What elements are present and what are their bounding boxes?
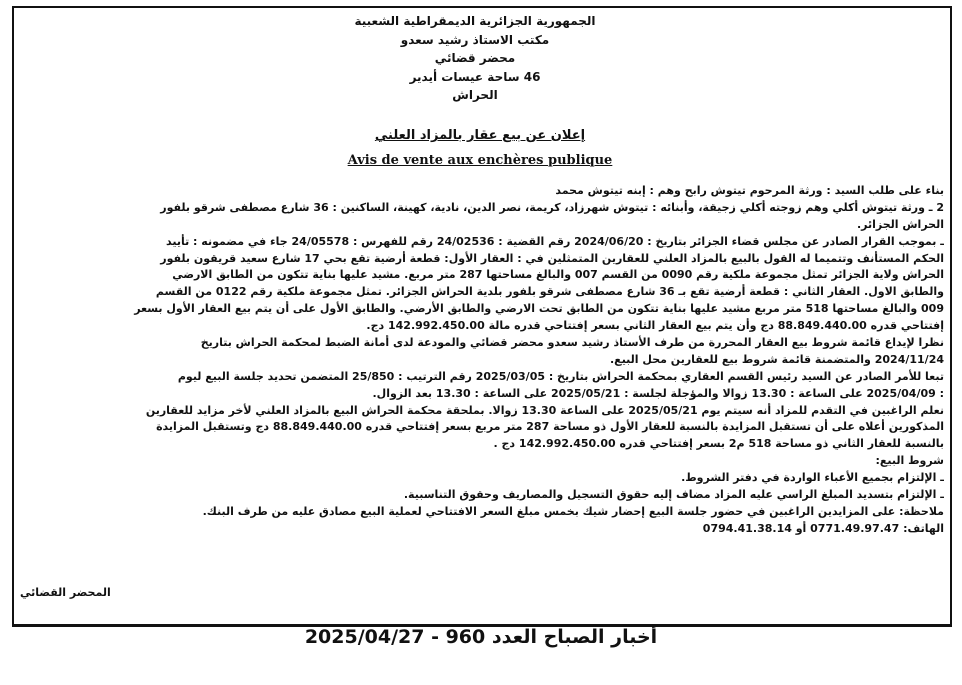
body-line: 2 ـ ورثة تيتوش أكلي وهم زوجته أكلي زجيقة، وأبنائه : تيتوش شهرزاد، كريمة، نصر الدين، نادية، كهينة، الساكنين : 36 شارع مصطفى شرقو بلفور (160, 200, 944, 214)
body-line: والطابق الاول. العقار الثاني : قطعة أرضية تقع بـ 36 شارع مصطفى شرقو بلفور بلدية الحراش الجزائر. تمثل مجموعة ملكية رقم 0122 من القسم (155, 285, 944, 299)
body-line: الحراش الجزائر. (856, 217, 944, 231)
body-line: 009 والبالغ مساحتها 518 متر مربع مشيد عليها بناية تتكون من الطابق تحت الارضي والطابق الأرضي. والطابق الأول على أن يتم بيع العقار الأول بسعر (134, 302, 944, 316)
body-line: إفتتاحي قدره 88.849.440.00 دج وأن يتم بيع العقار الثاني بسعر إفتتاحي قدره مالة 142.992.450.00 دج. (366, 319, 944, 333)
signature-label: المحضر القضائي (20, 586, 111, 599)
body-line: ـ الإلتزام بتسديد المبلغ الراسي عليه المزاد مضاف إليه حقوق التسجيل والمصاريف وحقوق التناسبية. (403, 488, 944, 502)
office-role: محضر قضائي (434, 51, 516, 65)
body-line: بالنسبة للعقار الثاني ذو مساحة 518 م2 بسعر إفتتاحي قدره 142.992.450.00 دج . (493, 437, 944, 451)
body-line: ـ الإلتزام بجميع الأعباء الواردة في دفتر الشروط. (681, 471, 944, 485)
frame-left-border (12, 6, 14, 624)
office-city: الحراش (452, 88, 498, 102)
office-address: 46 ساحة عيسات أيدير (409, 69, 541, 84)
body-line: تبعا للأمر الصادر عن السيد رئيس القسم العقاري بمحكمة الحراش بتاريخ : 2025/03/05 رقم الترتيب : 25/850 المتضمن تحديد جلسة البيع ليوم (177, 369, 944, 383)
body-line: المذكورين أعلاه على أن تستقبل المزايدة بالنسبة للعقار الأول ذو مساحة 287 متر مربع بسعر إفتتاحي قدره 88.849.440.00 دج وتستقبل المزايدة (156, 420, 944, 434)
body-line: الهاتف: 0771.49.97.47 أو 0794.41.38.14 (702, 521, 944, 535)
frame-right-border (950, 6, 952, 624)
frame-top-border (12, 6, 952, 8)
office-header (340, 12, 610, 105)
notice-title-arabic: إعلان عن بيع عقار بالمزاد العلني (374, 128, 586, 143)
body-line: بناء على طلب السيد : ورثة المرحوم تيتوش رابح وهم : إبنه تيتوش محمد (555, 184, 944, 197)
notice-body (16, 183, 944, 538)
body-line: 2024/11/24 والمتضمنة قائمة شروط بيع للعقارين محل البيع. (610, 352, 944, 366)
notice-title-french: Avis de vente aux enchères publique (347, 153, 613, 168)
body-line: الحكم المستأنف وتتميما له القول بالبيع بالمزاد العلني للعقارين المتمثلين في : العقار الأول: قطعة أرضية تقع بحي 17 شارع سعيد قريقون بلفور (160, 251, 944, 265)
body-line: شروط البيع: (875, 454, 944, 468)
body-line: : 2025/04/09 على الساعة : 13.30 زوالا والمؤجلة لجلسة : 2025/05/21 على الساعة : 13.30 بعد الزوال. (372, 386, 944, 400)
office-name: مكتب الاستاذ رشيد سعدو (400, 32, 550, 47)
body-line: نعلم الراغبين في التقدم للمزاد أنه سيتم يوم 2025/05/21 على الساعة 13.30 زوالا. بملحقة محكمة الحراش البيع بالمزاد العلني لأخر مزايد للعقارين (145, 403, 944, 417)
newspaper-footer: أخبار الصباح العدد 960 - 2025/04/27 (304, 626, 658, 648)
body-line: ـ بموجب القرار الصادر عن مجلس قضاء الجزائر بتاريخ : 2024/06/20 رقم القضية : 24/02536 رقم للفهرس : 24/05578 جاء في مضمونه : تأييد (165, 234, 944, 248)
body-line: نظرا لإيداع قائمة شروط بيع العقار المحررة من طرف الأستاذ رشيد سعدو محضر قضائي والمودعة لدى أمانة الضبط لمحكمة الحراش بتاريخ (200, 336, 944, 350)
body-line: ملاحظة: على المزايدين الراغبين في حضور جلسة البيع إحضار شيك بخمس مبلغ السعر الافتتاحي لعملية البيع مصادق عليه من طرف البنك. (202, 504, 944, 518)
body-line: الحراش ولاية الجزائر تمثل مجموعة ملكية رقم 0090 من القسم 007 والبالغ مساحتها 287 متر مربع. مشيد عليها بناية تتكون من الطابق الارضي (172, 268, 944, 282)
republic-name: الجمهورية الجزائرية الديمقراطية الشعبية (354, 14, 596, 28)
